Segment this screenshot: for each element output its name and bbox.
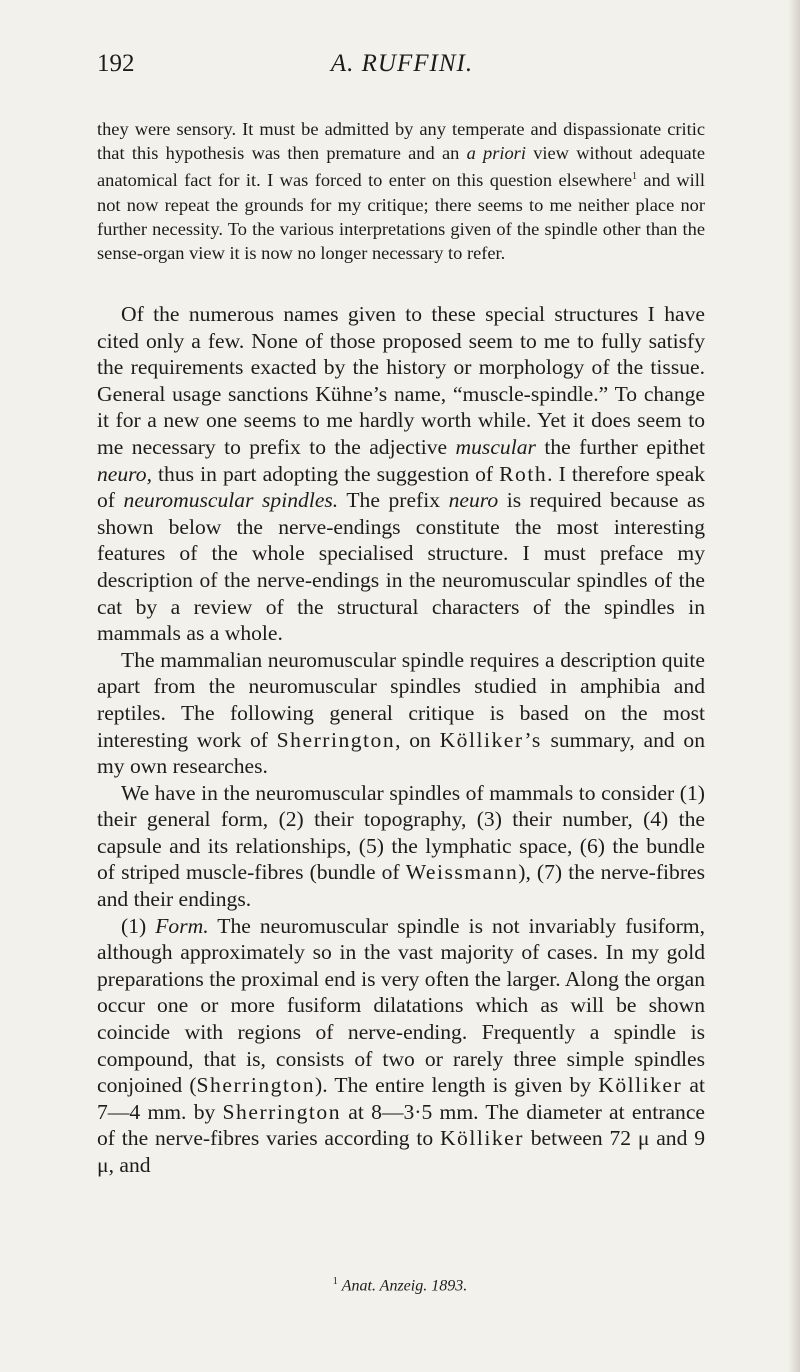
- page-number: 192: [97, 50, 135, 77]
- page-edge-shadow: [788, 0, 800, 1372]
- text-run: and will not now repeat the grounds for my critique; there seems to me neither place nor further necessity. To the various interpretations given of the spindle other than the sense-organ view it is now no longer necessary to refer.: [97, 170, 706, 264]
- text-run: view without adequate anatomical fact for it. I was forced to enter on this question elsewhere: [97, 143, 705, 191]
- page-header: [97, 50, 707, 90]
- paragraph-form: (1) Form. The neuromuscular spindle is not invariably fusiform, although approximately so in the vast majority of cases. In my gold preparations the proximal end is very often the larger. Along the organ occur one or more fusiform dilatations which as will be shown coincide with regions of nerve-ending. Frequently a spindle is compound, that is, consists of two or rarely three simple spindles conjoined (Sherrington). The entire length is given by Kölliker at 7—4 mm. by Sherrington at 8—3·5 mm. The diameter at entrance of the nerve-fibres varies according to Kölliker between 72 μ and 9 μ, and: [97, 913, 705, 1177]
- footnote-mark: 1: [332, 1276, 338, 1287]
- continuation-paragraph: [97, 117, 705, 265]
- footnote: [0, 1276, 800, 1295]
- text-run: they were sensory. It must be admitted by any temperate and dispassionate critic that this hypothesis was then premature and an: [97, 119, 705, 164]
- paragraph-mammalian: The mammalian neuromuscular spindle requires a description quite apart from the neuromuscular spindles studied in amphibia and reptiles. The following general critique is based on the most interesting work of Sherrington, on Kölliker’s summary, and on my own researches.: [97, 647, 706, 779]
- paragraph-list: We have in the neuromuscular spindles of mammals to consider (1) their general form, (2) their topography, (3) their number, (4) the capsule and its relationships, (5) the lymphatic space, (6) the bundle of striped muscle-fibres (bundle of Weissmann), (7) the nerve-fibres and their endings.: [97, 780, 705, 912]
- main-text: [97, 301, 705, 1179]
- italic-phrase: a priori: [466, 143, 526, 164]
- footnote-text: Anat. Anzeig. 1893.: [341, 1277, 468, 1295]
- paragraph-names: Of the numerous names given to these special structures I have cited only a few. None of those proposed seem to me to fully satisfy the requirements exacted by the history or morphology of the tissue. General usage sanctions Kühne’s name, “muscle-spindle.” To change it for a new one seems to me hardly worth while. Yet it does seem to me necessary to prefix to the adjective muscular the further epithet neuro, thus in part adopting the suggestion of Roth. I therefore speak of neuromuscular spindles. The prefix neuro is required because as shown below the nerve-endings constitute the most interesting features of the whole specialised structure. I must preface my description of the nerve-endings in the neuromuscular spindles of the cat by a review of the structural characters of the spindles in mammals as a whole.: [97, 302, 706, 646]
- running-head: A. RUFFINI.: [330, 50, 474, 77]
- footnote-reference: 1: [632, 171, 638, 183]
